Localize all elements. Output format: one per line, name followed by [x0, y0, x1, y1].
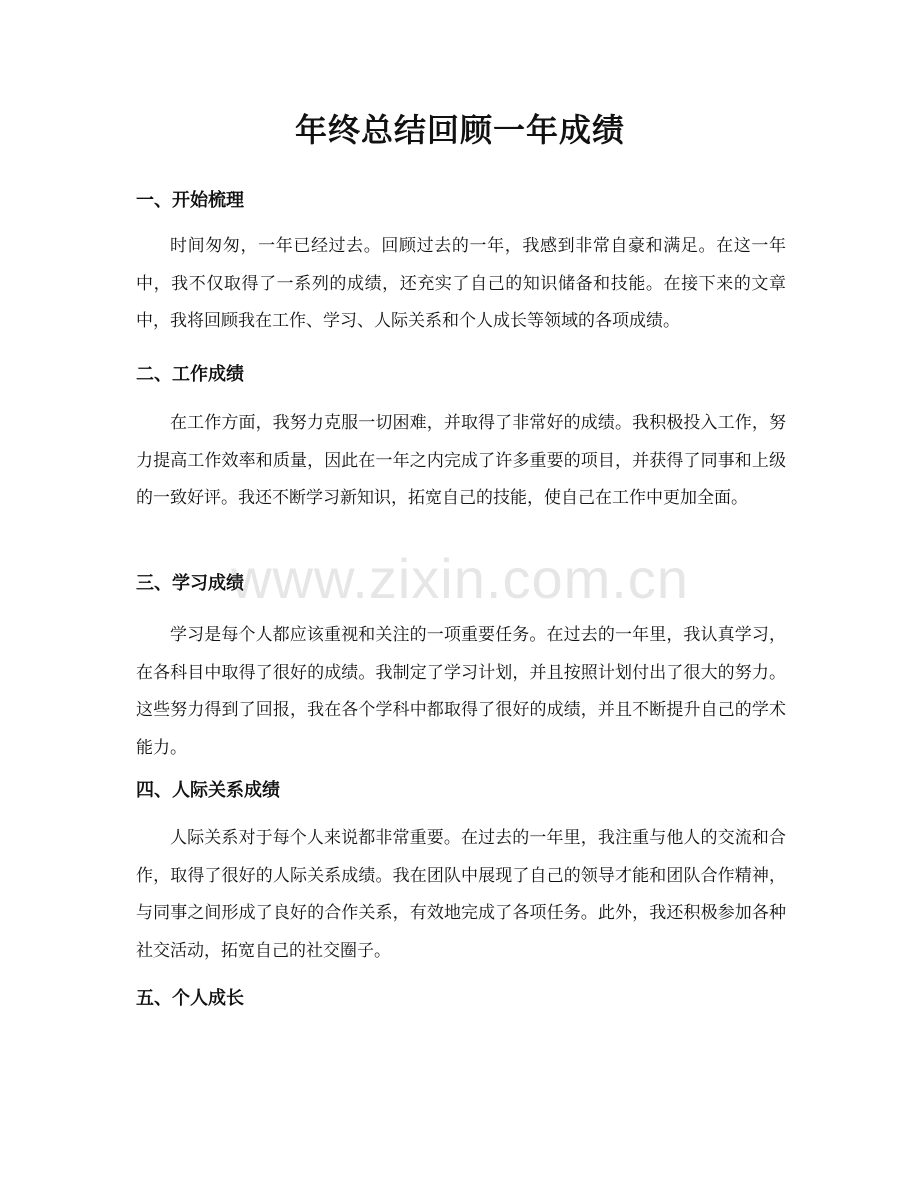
section-heading-work: 二、工作成绩 — [136, 364, 244, 385]
section-heading-growth: 五、个人成长 — [136, 988, 244, 1009]
section-paragraph-start: 时间匆匆，一年已经过去。回顾过去的一年，我感到非常自豪和满足。在这一年中，我不仅取得了一系列的成绩，还充实了自己的知识储备和技能。在接下来的文章中，我将回顾我在工作、学习、人际关系和个人成长等领域的各项成绩。 — [136, 236, 786, 331]
section-paragraph-relationships: 人际关系对于每个人来说都非常重要。在过去的一年里，我注重与他人的交流和合作，取得了很好的人际关系成绩。我在团队中展现了自己的领导才能和团队合作精神，与同事之间形成了良好的合作关系，有效地完成了各项任务。此外，我还积极参加各种社交活动，拓宽自己的社交圈子。 — [136, 828, 786, 961]
document-title: 年终总结回顾一年成绩 — [294, 111, 625, 149]
watermark: www.zixin.com.cn — [231, 547, 689, 610]
section-heading-study: 三、学习成绩 — [136, 573, 244, 594]
section-heading-start: 一、开始梳理 — [136, 190, 244, 211]
section-paragraph-study: 学习是每个人都应该重视和关注的一项重要任务。在过去的一年里，我认真学习，在各科目中取得了很好的成绩。我制定了学习计划，并且按照计划付出了很大的努力。这些努力得到了回报，我在各个学科中都取得了很好的成绩，并且不断提升自己的学术能力。 — [136, 625, 786, 758]
section-paragraph-work: 在工作方面，我努力克服一切困难，并取得了非常好的成绩。我积极投入工作，努力提高工作效率和质量，因此在一年之内完成了许多重要的项目，并获得了同事和上级的一致好评。我还不断学习新知识，拓宽自己的技能，使自己在工作中更加全面。 — [136, 413, 786, 508]
section-heading-relationships: 四、人际关系成绩 — [136, 780, 280, 801]
